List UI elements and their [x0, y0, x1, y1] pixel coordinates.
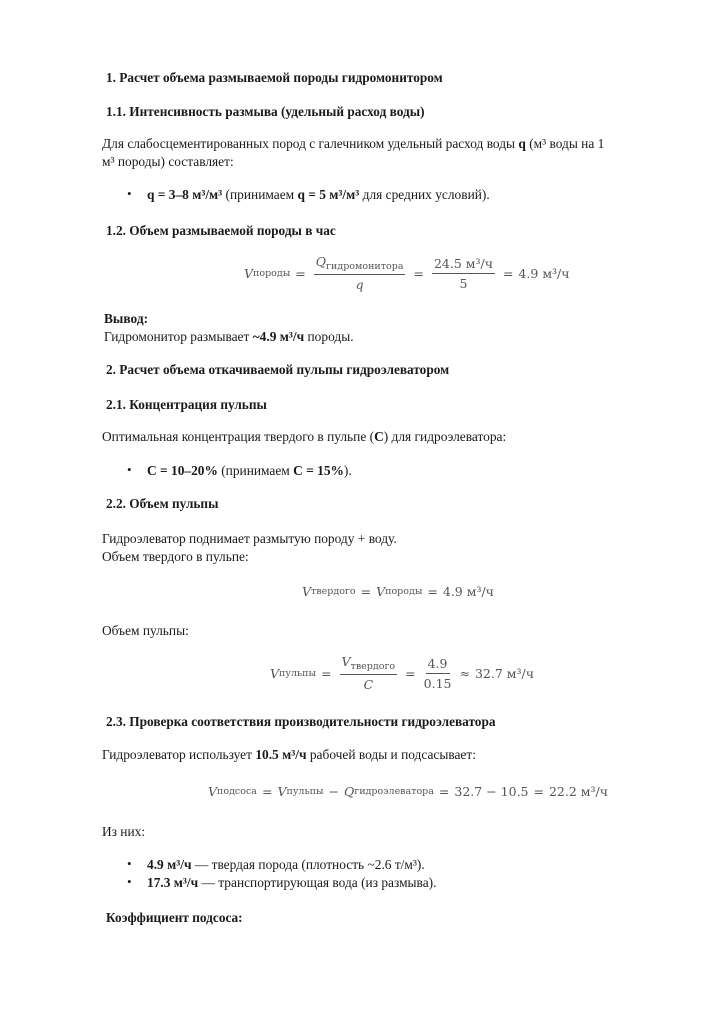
coefficient-label: Коэффициент подсоса:	[106, 910, 243, 925]
equation-suction-volume: V подсоса = V пульпы − Q гидроэлеватора = 32.7 − 10.5 = 22.2 м³/ч	[208, 784, 608, 799]
paragraph-water-rate	[102, 135, 604, 171]
text: Гидроэлеватор поднимает размытую породу + воду.	[102, 531, 397, 546]
eq-symbol: V	[270, 665, 280, 681]
eq-sub: подсоса	[217, 786, 257, 797]
paragraph-from: Из них:	[102, 824, 146, 839]
bullet-q-range	[147, 187, 490, 203]
subsection-1-1-title: 1.1. Интенсивность размыва (удельный расход воды)	[106, 104, 425, 119]
text: C = 15%	[293, 463, 344, 478]
bullet-solid	[147, 857, 425, 873]
bullet-icon: •	[127, 856, 132, 871]
eq-sub: породы	[385, 586, 423, 597]
bullet-icon: •	[127, 462, 132, 477]
eq-result: 4.9 м³/ч	[442, 584, 494, 599]
conclusion-label: Вывод:	[104, 311, 149, 326]
eq-sub: гидроэлеватора	[354, 786, 434, 797]
eq-sub: твердого	[311, 586, 356, 597]
eq-sub: пульпы	[286, 786, 324, 797]
subsection-2-1-title: 2.1. Концентрация пульпы	[106, 397, 267, 412]
equation-rock-volume: V породы = $\frac{Q_{гидромонитора}}{q}$ = $\frac{\text{24.5 м³/ч}}{5}$ = 4.9 м³/ч	[244, 254, 570, 292]
eq-symbol: Q	[315, 254, 327, 269]
text: ~4.9 м³/ч	[252, 329, 305, 344]
bullet-c-range	[147, 463, 352, 479]
subsection-2-3-title: 2.3. Проверка соответствия производительности гидроэлеватора	[106, 714, 496, 729]
fraction	[340, 654, 398, 692]
text: C = 10–20%	[147, 463, 218, 478]
text: 4.9 м³/ч	[147, 857, 192, 872]
eq-symbol: q	[355, 277, 364, 292]
equation-pulp-volume: V пульпы = $\frac{V_{твердого}}{C}$ = $\frac{4.9}{0.15}$ ≈ 32.7 м³/ч	[270, 654, 534, 692]
subsection-1-2-title: 1.2. Объем размываемой породы в час	[106, 223, 336, 238]
text: Для слабосцементированных пород с галечником удельный расход воды	[102, 136, 519, 151]
eq-symbol: V	[376, 584, 386, 599]
paragraph-check	[102, 746, 476, 764]
bullet-icon: •	[127, 874, 132, 889]
eq-result: 22.2 м³/ч	[548, 784, 608, 799]
text: породы.	[304, 329, 354, 344]
eq-sub: твердого	[350, 661, 396, 672]
paragraph-concentration	[102, 428, 506, 446]
text: Гидромонитор размывает	[104, 329, 253, 344]
text: Объем твердого в пульпе:	[102, 549, 249, 564]
q-symbol: q	[518, 136, 526, 151]
eq-calc: 32.7 − 10.5	[454, 784, 529, 799]
bullet-icon: •	[127, 186, 132, 201]
eq-sub: пульпы	[279, 667, 317, 679]
text: 17.3 м³/ч	[147, 875, 199, 890]
text: 10.5 м³/ч	[255, 747, 307, 762]
paragraph-pulp-volume: Объем пульпы:	[102, 623, 189, 638]
subsection-2-2-title: 2.2. Объем пульпы	[106, 496, 219, 511]
conclusion	[104, 310, 354, 346]
section-2-title: 2. Расчет объема откачиваемой пульпы гидроэлеватором	[106, 362, 450, 377]
text: ) для гидроэлеватора:	[383, 429, 507, 444]
eq-sub: породы	[253, 267, 291, 279]
eq-symbol: V	[277, 784, 287, 799]
eq-result: 4.9 м³/ч	[518, 265, 570, 281]
eq-symbol: Q	[344, 784, 355, 799]
text: q = 5 м³/м³	[297, 187, 360, 202]
text: Оптимальная концентрация твердого в пульпе (	[102, 429, 375, 444]
fraction: $\frac{4.9}{0.15}$	[423, 655, 452, 691]
text: — транспортирующая вода (из размыва).	[198, 875, 437, 890]
text: q = 3–8 м³/м³	[147, 187, 223, 202]
section-1-title: 1. Расчет объема размываемой породы гидромонитором	[106, 70, 443, 85]
text: — твердая порода (плотность ~2.6 т/м³).	[191, 857, 425, 872]
eq-symbol: V	[244, 265, 254, 281]
text: Гидроэлеватор использует	[102, 747, 256, 762]
equation-solid-volume: V твердого = V породы = 4.9 м³/ч	[302, 584, 494, 599]
paragraph-pulp	[102, 530, 397, 566]
text: (м³ воды на 1	[525, 136, 605, 151]
text: ).	[343, 463, 352, 478]
text: (принимаем	[222, 187, 298, 202]
text: рабочей воды и подсасывает:	[306, 747, 476, 762]
eq-symbol: V	[208, 784, 218, 799]
bullet-water	[147, 875, 436, 891]
c-symbol: C	[374, 429, 384, 444]
fraction	[314, 254, 406, 292]
eq-symbol: V	[302, 584, 312, 599]
fraction: $\frac{\text{24.5 м³/ч}}{5}$	[433, 255, 493, 291]
eq-symbol: C	[363, 677, 374, 692]
text: (принимаем	[217, 463, 294, 478]
eq-sub: гидромонитора	[326, 261, 404, 272]
eq-symbol: V	[341, 654, 351, 669]
text: для средних условий).	[359, 187, 490, 202]
eq-result: 32.7 м³/ч	[474, 665, 534, 681]
text: м³ породы) составляет:	[102, 154, 234, 169]
